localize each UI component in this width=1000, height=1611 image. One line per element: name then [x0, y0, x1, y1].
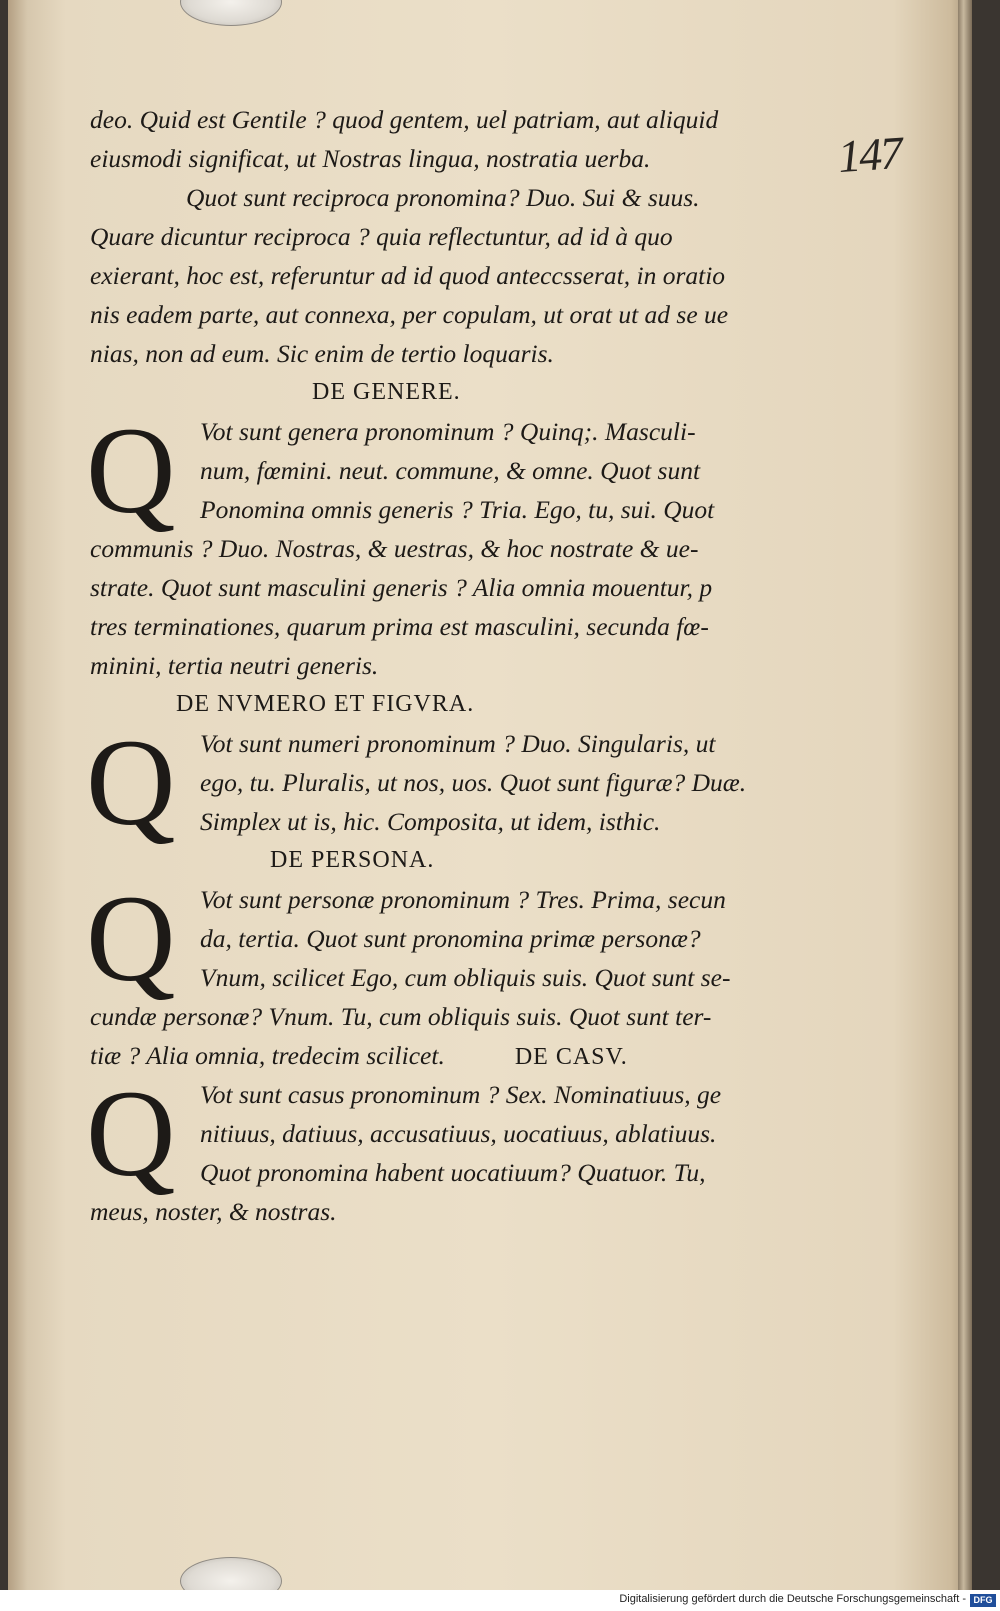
folio-number: 147	[836, 126, 903, 183]
text-line: nias, non ad eum. Sic enim de tertio loquaris.	[90, 339, 554, 368]
text-line	[90, 1036, 830, 1075]
text-line: deo. Quid est Gentile ? quod gentem, uel patriam, aut aliquid	[90, 105, 719, 134]
text-line: minini, tertia neutri generis.	[90, 651, 379, 680]
section-heading-persona: DE PERSONA.	[270, 847, 435, 873]
section-heading-genere: DE GENERE.	[312, 379, 461, 405]
text-line: nis eadem parte, aut connexa, per copulam, ut orat ut ad se ue	[90, 300, 729, 329]
drop-cap: Q	[86, 870, 176, 1007]
funding-credit: Digitalisierung gefördert durch die Deutsche Forschungsgemeinschaft -	[619, 1593, 966, 1605]
text-line: tres terminationes, quarum prima est masculini, secunda fœ-	[90, 612, 709, 641]
text-line: Vot sunt genera pronominum ? Quinq;. Masculi-	[200, 417, 696, 446]
page-edge	[958, 0, 972, 1590]
section-heading-casu: DE CASV.	[514, 1044, 628, 1070]
text-line: da, tertia. Quot sunt pronomina primæ personæ?	[200, 924, 701, 953]
section-casu	[86, 1065, 830, 1231]
drop-cap: Q	[86, 1065, 176, 1202]
text-line-end: tiæ ? Alia omnia, tredecim scilicet.	[90, 1041, 445, 1070]
text-line: communis ? Duo. Nostras, & uestras, & hoc nostrate & ue-	[90, 534, 699, 563]
text-line: Quot sunt reciproca pronomina? Duo. Sui & suus.	[186, 183, 700, 212]
text-line: strate. Quot sunt masculini generis ? Alia omnia mouentur, p	[90, 573, 713, 602]
section-numero	[86, 714, 830, 851]
dfg-logo-icon: DFG	[970, 1594, 996, 1607]
text-line: nitiuus, datiuus, accusatiuus, uocatiuus, ablatiuus.	[200, 1119, 717, 1148]
text-line: num, fœmini. neut. commune, & omne. Quot sunt	[200, 456, 701, 485]
text-line: meus, noster, & nostras.	[90, 1197, 337, 1226]
drop-cap: Q	[86, 714, 176, 851]
section-persona	[86, 870, 830, 1075]
text-line: Quare dicuntur reciproca ? quia reflectuntur, ad id à quo	[90, 222, 673, 251]
text-line: Simplex ut is, hic. Composita, ut idem, isthic.	[200, 807, 661, 836]
text-line: Vot sunt personæ pronominum ? Tres. Prima, secun	[200, 885, 726, 914]
text-line: Vot sunt casus pronominum ? Sex. Nominatiuus, ge	[200, 1080, 722, 1109]
section-genere	[86, 402, 830, 685]
text-line: Vot sunt numeri pronominum ? Duo. Singularis, ut	[200, 729, 716, 758]
text-line: ego, tu. Pluralis, ut nos, uos. Quot sunt figuræ? Duæ.	[200, 768, 747, 797]
drop-cap: Q	[86, 402, 176, 539]
footer-bar	[0, 1590, 1000, 1611]
text-line: Ponomina omnis generis ? Tria. Ego, tu, sui. Quot	[200, 495, 715, 524]
text-line: eiusmodi significat, ut Nostras lingua, nostratia uerba.	[90, 144, 651, 173]
text-line: Quot pronomina habent uocatiuum? Quatuor. Tu,	[200, 1158, 706, 1187]
page-text	[86, 100, 830, 1231]
text-line: cundæ personæ? Vnum. Tu, cum obliquis suis. Quot sunt ter-	[90, 1002, 712, 1031]
section-heading-numero: DE NVMERO ET FIGVRA.	[176, 691, 475, 717]
text-line: exierant, hoc est, referuntur ad id quod anteccsserat, in oratio	[90, 261, 726, 290]
text-line: Vnum, scilicet Ego, cum obliquis suis. Quot sunt se-	[200, 963, 731, 992]
